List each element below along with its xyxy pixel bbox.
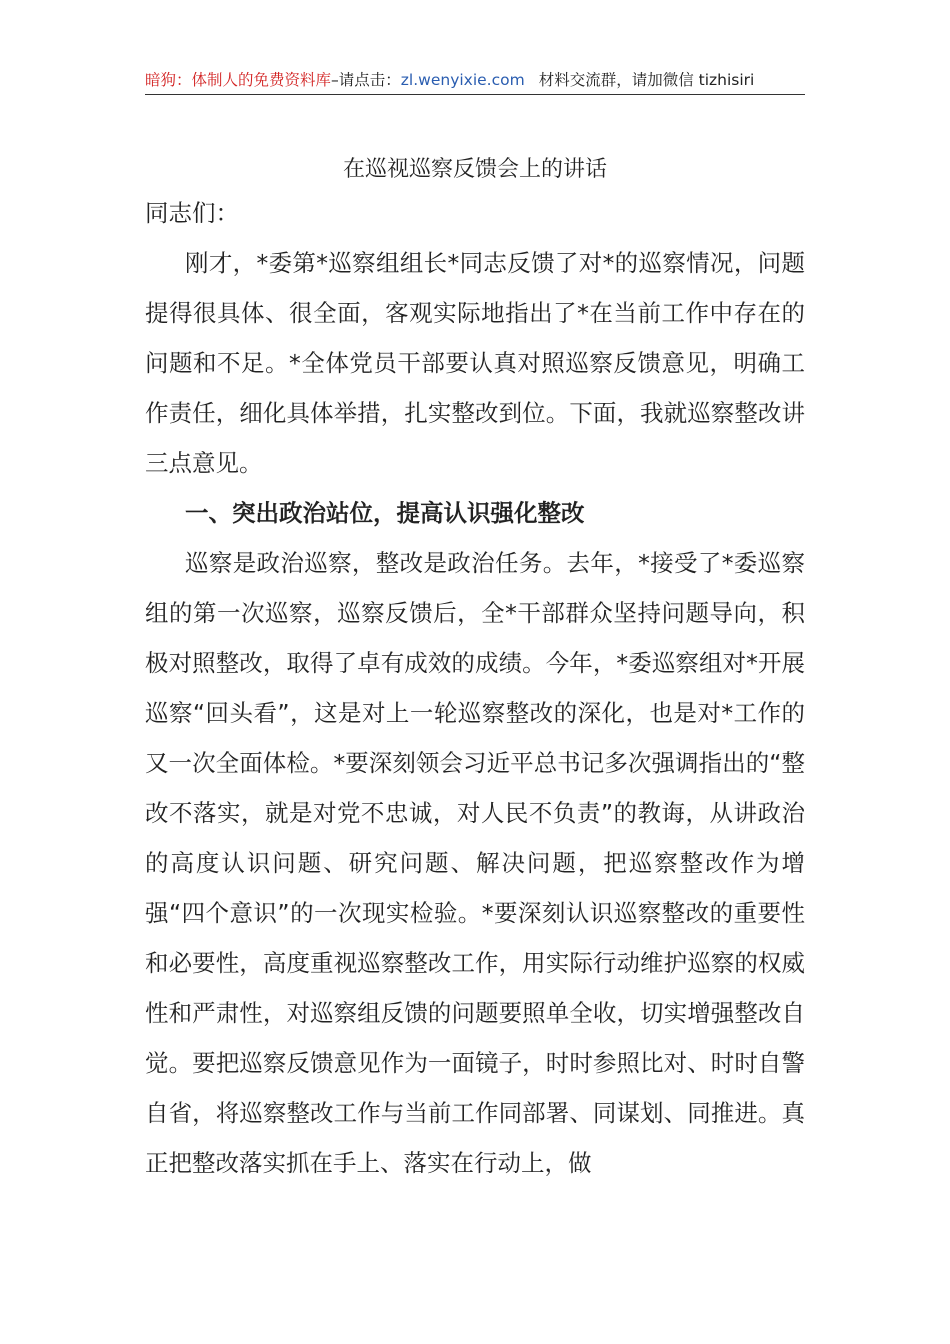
paragraph-section-1: 巡察是政治巡察，整改是政治任务。去年，*接受了*委巡察组的第一次巡察，巡察反馈后，全*干部群众坚持问题导向，积极对照整改，取得了卓有成效的成绩。今年，*委巡察组对*开展巡察“回头看”，这是对上一轮巡察整改的深化，也是对*工作的又一次全面体检。*要深刻领会习近平总书记多次强调指出的“整改不落实，就是对党不忠诚，对人民不负责”的教诲，从讲政治的高度认识问题、研究问题、解决问题，把巡察整改作为增强“四个意识”的一次现实检验。*要深刻认识巡察整改的重要性和必要性，高度重视巡察整改工作，用实际行动维护巡察的权威性和严肃性，对巡察组反馈的问题要照单全收，切实增强整改自觉。要把巡察反馈意见作为一面镜子，时时参照比对、时时自警自省，将巡察整改工作与当前工作同部署、同谋划、同推进。真正把整改落实抓在手上、落实在行动上，做 [145,549,805,1177]
header-click-prompt: –请点击： [331,71,401,89]
salutation: 同志们： [145,199,239,227]
header-brand: 暗狗：体制人的免费资料库 [145,71,332,89]
document-body [145,188,805,1188]
page-header [145,68,805,95]
section-heading-1: 一、突出政治站位，提高认识强化整改 [185,499,585,527]
document-title: 在巡视巡察反馈会上的讲话 [342,157,607,182]
header-url-link[interactable]: zl.wenyixie.com [400,71,525,89]
header-contact: 材料交流群，请加微信 tizhisiri [538,71,755,89]
paragraph-intro: 刚才，*委第*巡察组组长*同志反馈了对*的巡察情况，问题提得很具体、很全面，客观实际地指出了*在当前工作中存在的问题和不足。*全体党员干部要认真对照巡察反馈意见，明确工作责任，细化具体举措，扎实整改到位。下面，我就巡察整改讲三点意见。 [145,249,805,477]
